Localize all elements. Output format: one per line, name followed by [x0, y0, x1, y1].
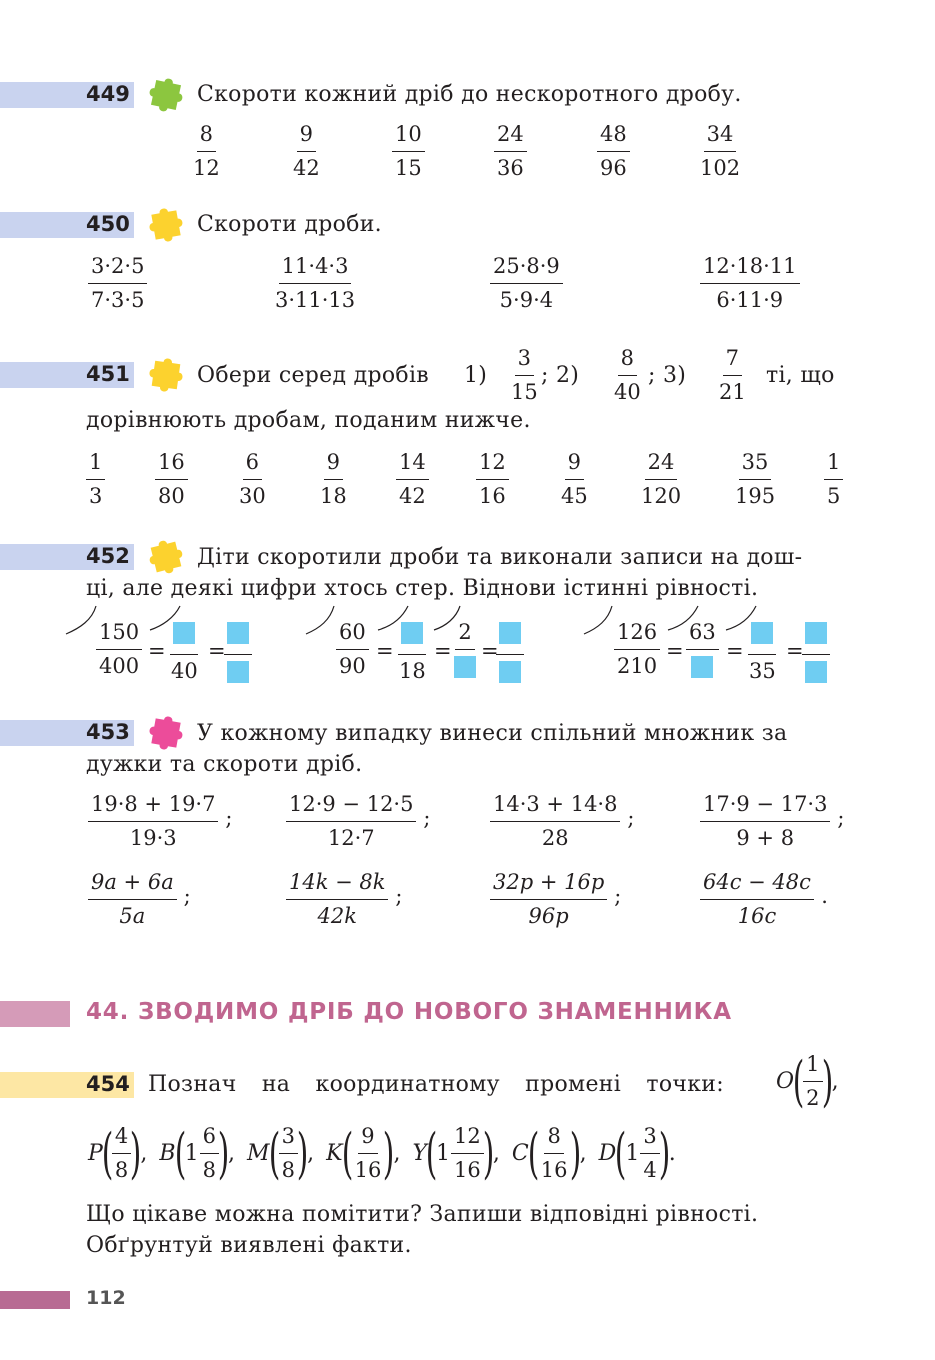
- denominator: 18: [320, 484, 347, 508]
- denominator: 9 + 8: [736, 826, 795, 850]
- fraction: [317, 452, 350, 507]
- fraction: [88, 792, 233, 850]
- numerator: 17·9 − 17·3: [700, 794, 830, 822]
- numerator: 6: [200, 1126, 219, 1154]
- denominator: 16: [479, 484, 506, 508]
- point-c: [511, 1121, 587, 1185]
- point-d: [598, 1121, 676, 1185]
- left-paren: (: [174, 1121, 186, 1185]
- separator: ,: [492, 1141, 500, 1166]
- yellow-puzzle-icon: [146, 206, 186, 244]
- point-b: [159, 1121, 236, 1185]
- blank-square[interactable]: [805, 661, 827, 683]
- fraction: [451, 1126, 484, 1181]
- points-row: [88, 1121, 688, 1185]
- point-k: [326, 1121, 401, 1185]
- section-title: 44. ЗВОДИМО ДРІБ ДО НОВОГО ЗНАМЕННИКА: [86, 999, 732, 1025]
- separator: ;: [183, 884, 191, 908]
- denominator: 6·11·9: [716, 288, 784, 312]
- right-paren: ): [482, 1121, 495, 1185]
- point-label: D: [598, 1141, 617, 1166]
- right-paren: ): [658, 1121, 671, 1185]
- point-label: P: [88, 1141, 103, 1166]
- left-paren: (: [101, 1121, 114, 1185]
- denominator: 30: [239, 484, 266, 508]
- separator: ;: [395, 884, 403, 908]
- numerator: 9a + 6a: [88, 872, 177, 900]
- numerator: 8: [544, 1126, 563, 1154]
- denominator: 5: [827, 484, 841, 508]
- denominator: 16: [454, 1158, 481, 1182]
- exercise-text: ці, але деякі цифри хтось стер. Віднови істинні рівності.: [86, 576, 759, 601]
- fraction: [700, 792, 845, 850]
- numerator: 12: [451, 1126, 484, 1154]
- numerator: 25·8·9: [490, 256, 563, 284]
- page-number: 112: [86, 1287, 126, 1309]
- fraction-with-blank: [802, 622, 830, 687]
- fraction: [732, 452, 778, 507]
- numerator: 1: [824, 452, 843, 480]
- separator: ,: [228, 1141, 236, 1166]
- numerator: 24: [494, 124, 527, 152]
- fraction: [490, 870, 622, 928]
- exercise-number: 454: [86, 1072, 130, 1096]
- point-p: [88, 1121, 148, 1185]
- exercise-text: Діти скоротили дроби та виконали записи на дош-: [197, 545, 803, 570]
- blank-square[interactable]: [173, 622, 195, 644]
- point-label: C: [511, 1141, 529, 1166]
- numerator: 9: [565, 452, 584, 480]
- separator: ;: [225, 806, 233, 830]
- fraction: [112, 1126, 131, 1181]
- numerator: 8: [197, 124, 216, 152]
- denominator: 16: [540, 1158, 568, 1182]
- separator: ,: [307, 1141, 315, 1166]
- numerator: 24: [645, 452, 678, 480]
- option-label: ; 2): [541, 363, 580, 388]
- denominator: 3: [89, 484, 103, 508]
- fraction: [200, 1126, 219, 1181]
- inline-fraction: $\frac{8}{40}$: [614, 346, 641, 404]
- exercise-number: 450: [86, 212, 130, 236]
- fraction: [700, 870, 828, 928]
- fraction: [88, 870, 191, 928]
- denominator: 42k: [317, 904, 357, 928]
- fraction: [700, 256, 800, 311]
- separator: ,: [579, 1141, 587, 1166]
- blank-square[interactable]: [805, 622, 827, 644]
- separator: ;: [423, 806, 431, 830]
- fraction-with-blank: 40: [168, 622, 201, 682]
- denominator: 12: [193, 156, 220, 180]
- numerator: 3: [640, 1126, 659, 1154]
- denominator: 42: [399, 484, 426, 508]
- separator: .: [668, 1141, 676, 1166]
- fraction: [236, 452, 269, 507]
- page-number-bar: [0, 1291, 70, 1309]
- yellow-puzzle-icon: [146, 538, 186, 576]
- fraction-with-blank: [224, 622, 252, 687]
- denominator: 5a: [119, 904, 146, 928]
- exercise-text: дужки та скороти дріб.: [86, 752, 363, 777]
- denominator: 16c: [737, 904, 777, 928]
- denominator: 96: [600, 156, 627, 180]
- equals-sign: =: [148, 639, 166, 663]
- fraction: [494, 124, 527, 179]
- separator: .: [821, 884, 828, 908]
- inline-fraction: $\frac{7}{21}$: [719, 346, 746, 404]
- denominator: 19·3: [129, 826, 177, 850]
- inline-fraction: $\frac{3}{15}$: [511, 346, 538, 404]
- numerator: 11·4·3: [279, 256, 352, 284]
- denominator: 7·3·5: [91, 288, 145, 312]
- exercise-text: Скороти дроби.: [197, 212, 382, 237]
- fraction: [638, 452, 684, 507]
- numerator: 3·2·5: [88, 256, 147, 284]
- left-paren: (: [425, 1121, 438, 1185]
- numerator: 9: [358, 1126, 377, 1154]
- fraction: $\frac{60}{90}$: [336, 622, 369, 677]
- fraction: [490, 256, 563, 311]
- exercise-text: ті, що: [766, 363, 835, 388]
- denominator: 96p: [528, 904, 569, 928]
- blank-square[interactable]: [401, 622, 423, 644]
- fraction: [392, 124, 425, 179]
- denominator: 80: [158, 484, 185, 508]
- fraction: 1 2: [803, 1054, 822, 1109]
- denominator: 16: [354, 1158, 382, 1182]
- numerator: 12: [476, 452, 509, 480]
- point-label: M: [247, 1141, 270, 1166]
- denominator: 5·9·4: [499, 288, 554, 312]
- denominator: 8: [114, 1158, 129, 1182]
- exercise-number: 452: [86, 544, 130, 568]
- right-paren: ): [569, 1121, 581, 1185]
- fraction: [290, 124, 323, 179]
- separator: ;: [837, 806, 845, 830]
- denominator: 15: [395, 156, 422, 180]
- blank-square[interactable]: [499, 622, 521, 644]
- exercise-text: Скороти кожний дріб до нескоротного дробу.: [197, 82, 742, 107]
- fraction: $\frac{150}{400}$: [96, 622, 142, 677]
- left-paren: (: [614, 1121, 627, 1185]
- equals-sign: =: [434, 639, 452, 663]
- numerator: 3: [279, 1126, 298, 1154]
- fraction: [272, 256, 358, 311]
- fraction-with-blank: 18: [396, 622, 429, 682]
- separator: ,: [393, 1141, 401, 1166]
- fraction: [88, 256, 147, 311]
- fraction: [640, 1126, 659, 1181]
- fraction-with-blank: 2: [451, 622, 479, 682]
- point-label: Y: [412, 1141, 427, 1166]
- fraction-with-blank: 35: [746, 622, 779, 682]
- exercise-number: 451: [86, 362, 130, 386]
- denominator: 42: [293, 156, 320, 180]
- numerator: 9: [297, 124, 316, 152]
- fraction-with-blank: [496, 622, 524, 687]
- numerator: 35: [739, 452, 772, 480]
- denominator: 12·7: [327, 826, 375, 850]
- numerator: 16: [155, 452, 188, 480]
- denominator: 102: [700, 156, 741, 180]
- right-paren: ): [217, 1121, 230, 1185]
- numerator: 34: [704, 124, 737, 152]
- numerator: 4: [112, 1126, 131, 1154]
- equals-sign: =: [208, 639, 226, 663]
- denominator: 195: [735, 484, 776, 508]
- fraction: [286, 792, 431, 850]
- exercise-text: дорівнюють дробам, поданим нижче.: [86, 408, 531, 433]
- equals-sign: =: [726, 639, 744, 663]
- exercise-text: У кожному випадку винеси спільний множник за: [197, 721, 788, 746]
- denominator: 120: [641, 484, 682, 508]
- point-o: [776, 1049, 839, 1113]
- right-paren: ): [296, 1121, 309, 1185]
- numerator: 12·9 − 12·5: [286, 794, 416, 822]
- fraction: [190, 124, 223, 179]
- equals-sign: =: [376, 639, 394, 663]
- fraction: [597, 124, 630, 179]
- whole-part: 1: [184, 1141, 199, 1166]
- equals-sign: =: [666, 639, 684, 663]
- pink-puzzle-icon: [146, 714, 186, 752]
- fraction: [697, 124, 743, 179]
- blank-square[interactable]: [454, 656, 476, 678]
- separator: ;: [627, 806, 635, 830]
- separator: ,: [831, 1069, 839, 1094]
- numerator: 32p + 16p: [490, 872, 607, 900]
- numerator: 9: [324, 452, 343, 480]
- left-paren: (: [341, 1121, 353, 1185]
- point-label: K: [326, 1141, 343, 1166]
- equals-sign: =: [786, 639, 804, 663]
- right-paren: ): [383, 1121, 395, 1185]
- fraction: [86, 452, 105, 507]
- exercise-number: 453: [86, 720, 130, 744]
- numerator: 12·18·11: [700, 256, 800, 284]
- blank-square[interactable]: [227, 661, 249, 683]
- left-paren: (: [792, 1049, 805, 1113]
- whole-part: 1: [625, 1141, 640, 1166]
- numerator: 10: [392, 124, 425, 152]
- numerator: 14: [396, 452, 429, 480]
- denominator: 28: [541, 826, 569, 850]
- fraction: [286, 870, 403, 928]
- right-paren: ): [821, 1049, 833, 1113]
- numerator: 1: [86, 452, 105, 480]
- section-bar: [0, 1001, 70, 1027]
- option-label: ; 3): [648, 363, 687, 388]
- left-paren: (: [268, 1121, 280, 1185]
- fraction: [824, 452, 843, 507]
- blank-square[interactable]: [751, 622, 773, 644]
- right-paren: ): [130, 1121, 142, 1185]
- blank-square[interactable]: [691, 656, 713, 678]
- denominator: 4: [643, 1158, 657, 1182]
- numerator: 48: [597, 124, 630, 152]
- point-label: O: [776, 1069, 795, 1094]
- denominator: 3·11·13: [275, 288, 356, 312]
- denominator: 45: [561, 484, 588, 508]
- numerator: 6: [243, 452, 262, 480]
- point-label: B: [159, 1141, 176, 1166]
- point-m: [247, 1121, 315, 1185]
- fraction: [476, 452, 509, 507]
- fraction: [352, 1126, 385, 1181]
- exercise-text: Познач на координатному промені точки:: [148, 1072, 724, 1097]
- separator: ;: [614, 884, 622, 908]
- left-paren: (: [527, 1121, 540, 1185]
- denominator: 8: [202, 1158, 216, 1182]
- fraction: [538, 1126, 571, 1181]
- denominator: 8: [281, 1158, 296, 1182]
- numerator: 64c − 48c: [700, 872, 814, 900]
- numerator: 19·8 + 19·7: [88, 794, 218, 822]
- whole-part: 1: [436, 1141, 451, 1166]
- blank-square[interactable]: [499, 661, 521, 683]
- yellow-puzzle-icon: [146, 356, 186, 394]
- fraction: [490, 792, 635, 850]
- green-puzzle-icon: [146, 76, 186, 114]
- numerator: 14k − 8k: [286, 872, 388, 900]
- denominator: 36: [497, 156, 524, 180]
- fraction: [155, 452, 188, 507]
- separator: ,: [140, 1141, 148, 1166]
- exercise-text: Обґрунтуй виявлені факти.: [86, 1233, 412, 1258]
- blank-square[interactable]: [227, 622, 249, 644]
- point-y: [412, 1121, 500, 1185]
- option-label: 1): [464, 363, 488, 388]
- exercise-text: Обери серед дробів: [197, 363, 429, 388]
- fraction: [558, 452, 591, 507]
- numerator: 14·3 + 14·8: [490, 794, 620, 822]
- exercise-text: Що цікаве можна помітити? Запиши відповідні рівності.: [86, 1202, 759, 1227]
- exercise-number: 449: [86, 82, 130, 106]
- fraction: $\frac{126}{210}$: [614, 622, 660, 677]
- fraction: [279, 1126, 298, 1181]
- fraction: [396, 452, 429, 507]
- fraction-with-blank: 63: [686, 622, 719, 682]
- equals-sign: =: [481, 639, 499, 663]
